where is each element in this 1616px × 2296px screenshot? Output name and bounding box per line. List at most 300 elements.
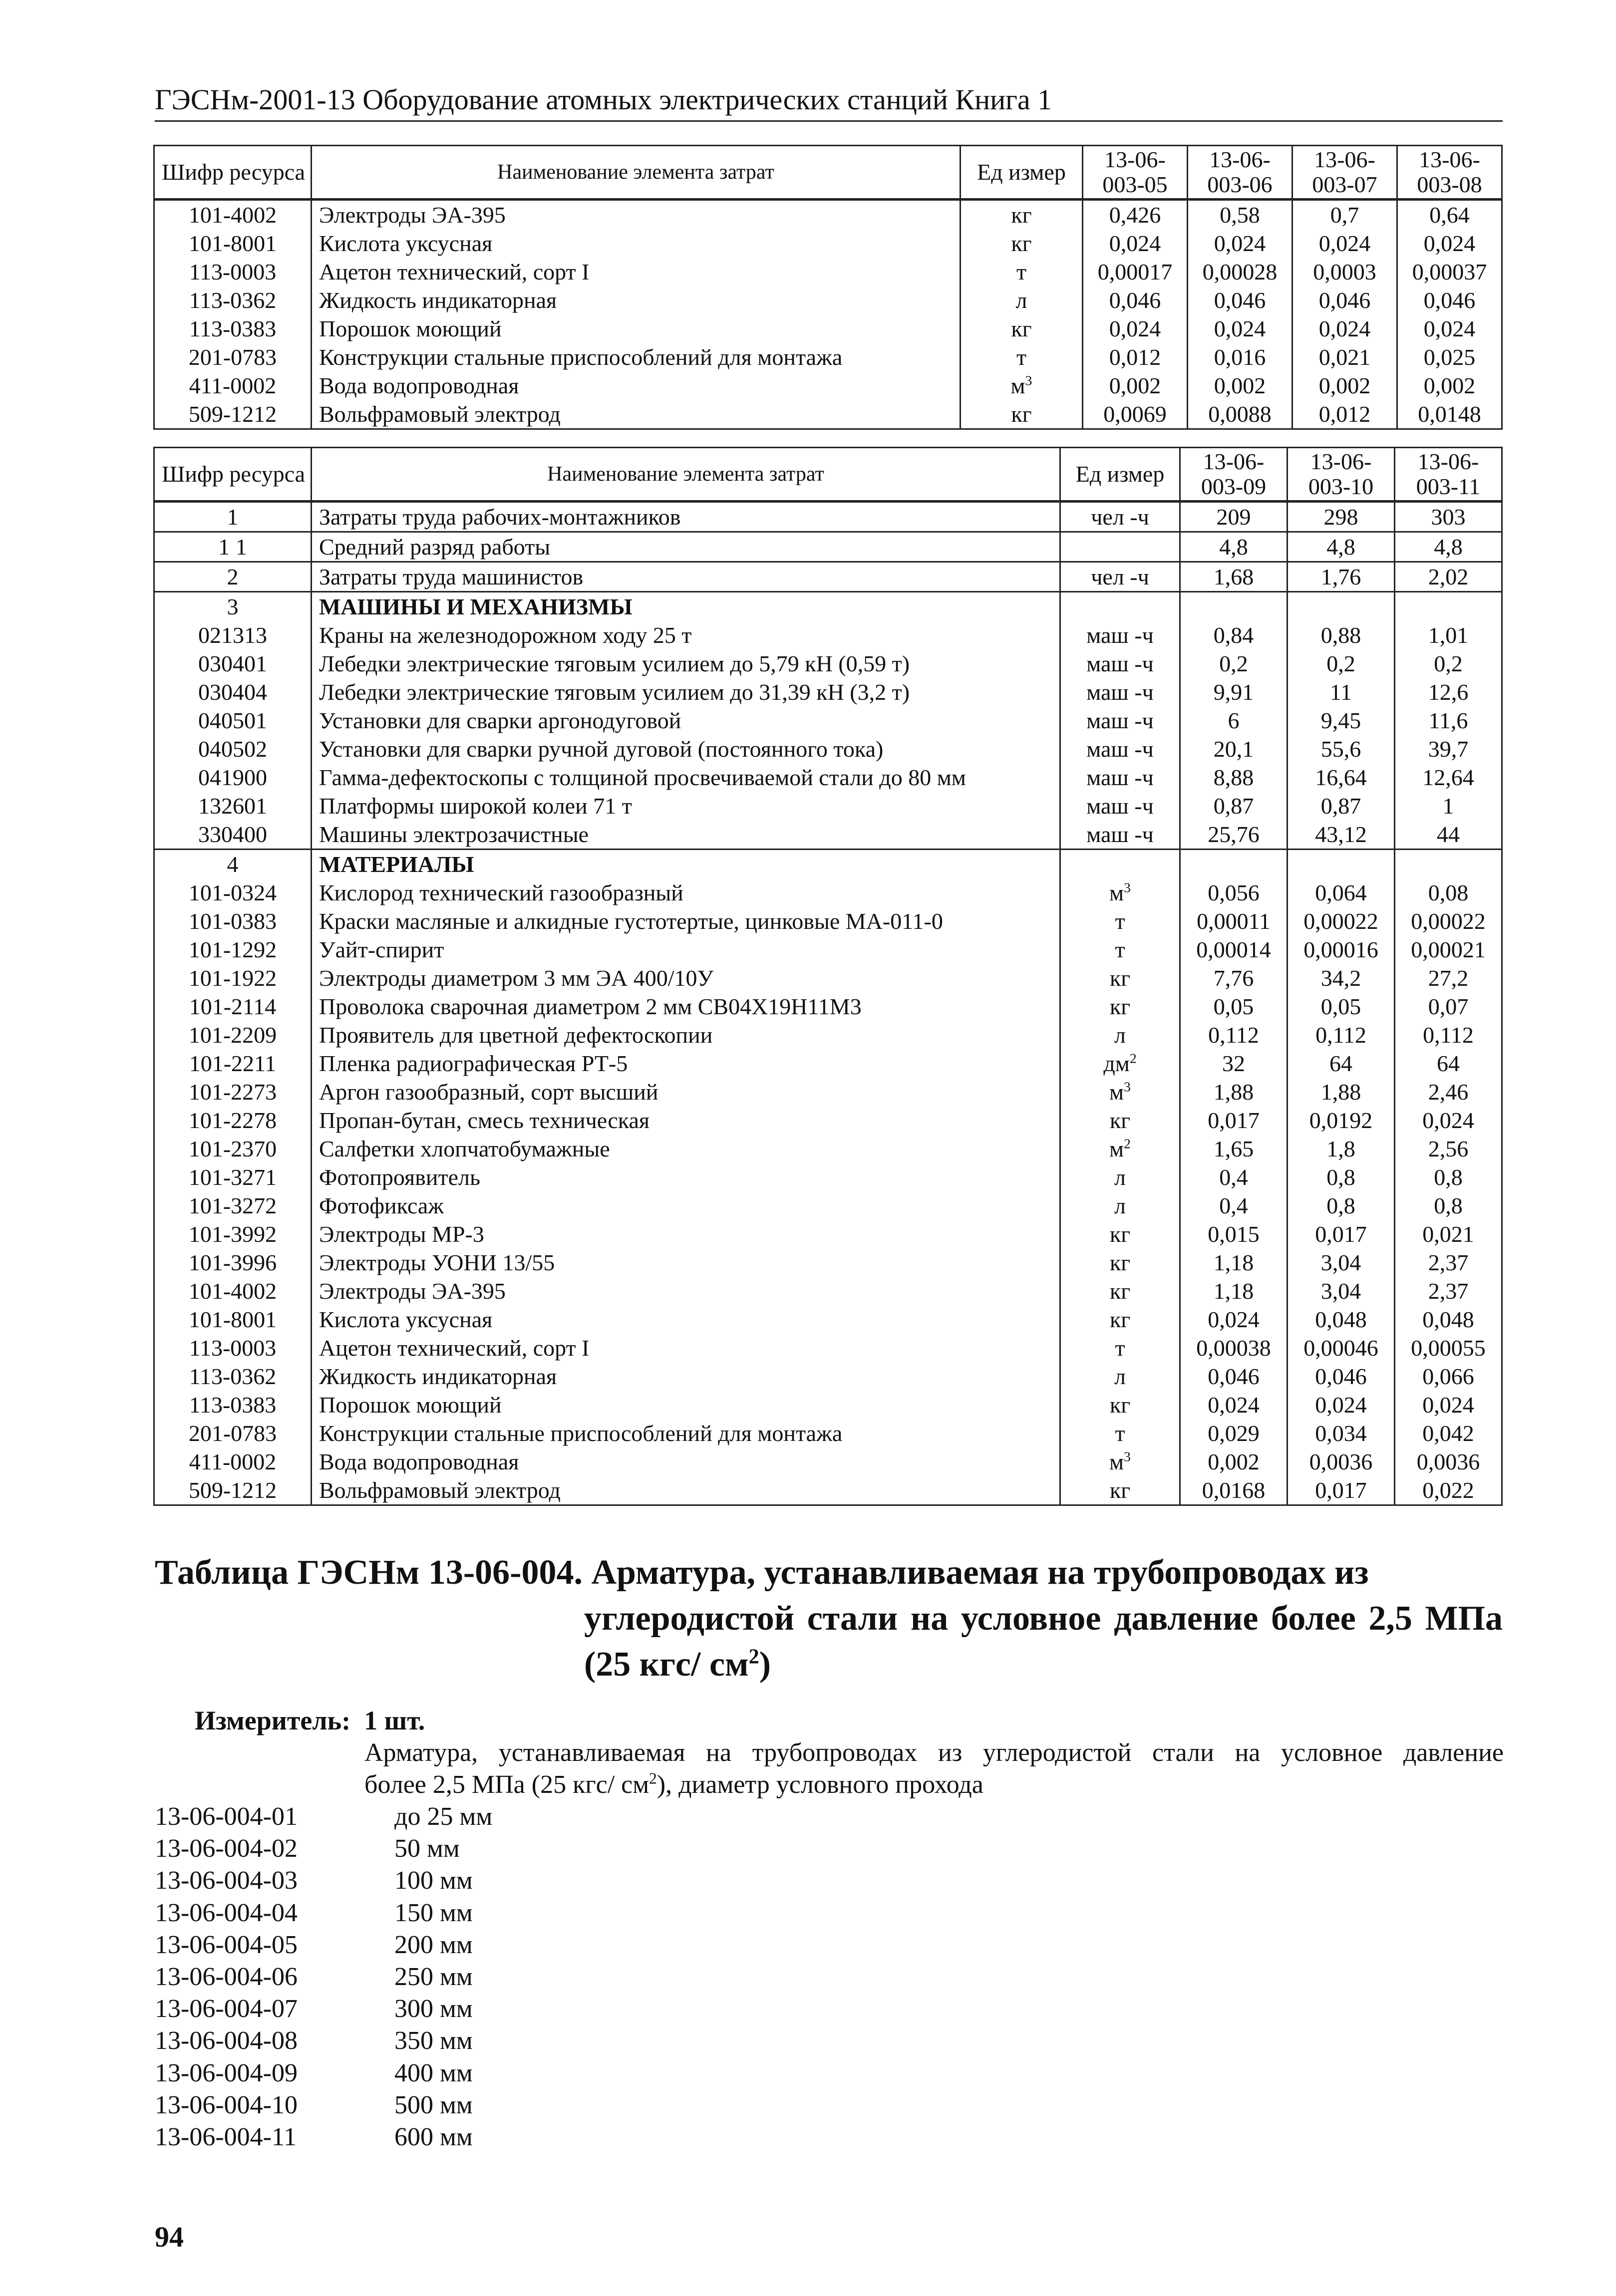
- cell-unit: чел -ч: [1060, 502, 1180, 532]
- cell-name: Машины электрозачистные: [312, 820, 1060, 850]
- cell-value: 12,64: [1395, 763, 1502, 792]
- table-row: [154, 1305, 1502, 1334]
- table-row: [154, 1334, 1502, 1362]
- cell-value: 0,024: [1395, 1391, 1502, 1419]
- cell-value: 0,0148: [1397, 400, 1502, 429]
- cell-unit: $м^2$: [1060, 1135, 1180, 1163]
- cell-value: 0,0168: [1180, 1476, 1288, 1505]
- table-row: [154, 649, 1502, 678]
- cell-name: Лебедки электрические тяговым усилием до 31,39 кН (3,2 т): [312, 678, 1060, 706]
- cell-code: 101-2114: [154, 992, 312, 1021]
- cell-value: 2,02: [1395, 562, 1502, 592]
- table-row: [154, 371, 1502, 400]
- cell-value: 0,00046: [1288, 1334, 1395, 1362]
- cell-code: 101-2370: [154, 1135, 312, 1163]
- item-code: 13-06-004-10: [155, 2090, 298, 2119]
- table-title-line: углеродистой стали на условное давление более 2,5 МПа: [584, 1599, 1503, 1638]
- cell-value: 0,024: [1397, 229, 1502, 258]
- cell-value: 298: [1288, 502, 1395, 532]
- cell-unit: л: [961, 286, 1083, 314]
- cell-code: 040501: [154, 706, 312, 735]
- cell-code: 101-3272: [154, 1191, 312, 1220]
- cell-unit: кг: [1060, 1220, 1180, 1248]
- cell-unit: кг: [1060, 964, 1180, 992]
- table-row: [154, 935, 1502, 964]
- cell-code: 030401: [154, 649, 312, 678]
- cell-name: Электроды УОНИ 13/55: [312, 1248, 1060, 1277]
- cell-code: 101-0383: [154, 907, 312, 935]
- cell-value: 0,024: [1397, 314, 1502, 343]
- cell-code: 101-3992: [154, 1220, 312, 1248]
- cell-value: 7,76: [1180, 964, 1288, 992]
- cell-name: Установки для сварки аргонодуговой: [312, 706, 1060, 735]
- cell-value: 0,00037: [1397, 258, 1502, 286]
- cell-value: 16,64: [1288, 763, 1395, 792]
- cell-name: Уайт-спирит: [312, 935, 1060, 964]
- cell-value: 3,04: [1288, 1277, 1395, 1305]
- item-size: 300 мм: [394, 1995, 473, 2023]
- cell-unit: [1060, 532, 1180, 562]
- table-row: [154, 907, 1502, 935]
- cell-unit: $дм^2$: [1060, 1049, 1180, 1078]
- cell-value: 0,87: [1180, 792, 1288, 820]
- cell-value: [1395, 592, 1502, 621]
- cell-value: 0,58: [1188, 200, 1293, 230]
- cell-value: 1,88: [1180, 1078, 1288, 1106]
- cell-unit: л: [1060, 1191, 1180, 1220]
- cell-value: 27,2: [1395, 964, 1502, 992]
- cell-name: Ацетон технический, сорт I: [312, 258, 961, 286]
- item-code: 13-06-004-01: [155, 1802, 298, 1831]
- cell-unit: $м^3$: [1060, 1078, 1180, 1106]
- cell-value: 0,056: [1180, 878, 1288, 907]
- cell-value: 4,8: [1288, 532, 1395, 562]
- cell-value: 1,88: [1288, 1078, 1395, 1106]
- cell-value: 3,04: [1288, 1248, 1395, 1277]
- cell-name: Электроды диаметром 3 мм ЭА 400/10У: [312, 964, 1060, 992]
- cell-value: 1,76: [1288, 562, 1395, 592]
- header-col: 13-06- 003-11: [1395, 448, 1502, 502]
- list-item: [155, 1865, 492, 1897]
- cell-unit: кг: [961, 229, 1083, 258]
- code-list: [155, 1801, 492, 2153]
- cell-name: Фотофиксаж: [312, 1191, 1060, 1220]
- cell-value: [1180, 592, 1288, 621]
- description-line: более 2,5 МПа (25 кгс/ $см^2$), диаметр условного прохода: [364, 1769, 983, 1799]
- cell-code: 113-0383: [154, 1391, 312, 1419]
- cell-value: 0,2: [1288, 649, 1395, 678]
- item-code: 13-06-004-08: [155, 2026, 298, 2055]
- cell-value: 0,00028: [1188, 258, 1293, 286]
- cell-value: 0,046: [1188, 286, 1293, 314]
- cell-value: 0,002: [1180, 1447, 1288, 1476]
- item-size: 500 мм: [394, 2090, 473, 2119]
- table-row: [154, 1106, 1502, 1135]
- cell-name: Пропан-бутан, смесь техническая: [312, 1106, 1060, 1135]
- cell-value: 0,88: [1288, 621, 1395, 649]
- cell-value: 1,18: [1180, 1248, 1288, 1277]
- cell-value: 0,029: [1180, 1419, 1288, 1447]
- table-row: [154, 314, 1502, 343]
- cell-value: 1,65: [1180, 1135, 1288, 1163]
- cell-name: Конструкции стальные приспособлений для монтажа: [312, 343, 961, 371]
- cell-unit: чел -ч: [1060, 562, 1180, 592]
- cell-value: 9,45: [1288, 706, 1395, 735]
- cell-unit: маш -ч: [1060, 792, 1180, 820]
- table-row: [154, 1362, 1502, 1391]
- cell-name: Жидкость индикаторная: [312, 1362, 1060, 1391]
- cell-value: [1288, 592, 1395, 621]
- cell-value: 0,025: [1397, 343, 1502, 371]
- list-item: [155, 2025, 492, 2057]
- item-code: 13-06-004-04: [155, 1898, 298, 1927]
- cell-value: 4,8: [1395, 532, 1502, 562]
- header-col: 13-06- 003-06: [1188, 146, 1293, 200]
- cell-value: 0,016: [1188, 343, 1293, 371]
- cell-value: 0,112: [1395, 1021, 1502, 1049]
- cell-value: 0,00021: [1395, 935, 1502, 964]
- cell-unit: т: [1060, 935, 1180, 964]
- cell-value: 0,0003: [1293, 258, 1397, 286]
- description-line: Арматура, устанавливаемая на трубопроводах из углеродистой стали на условное давление: [364, 1738, 1504, 1767]
- description: [364, 1737, 1504, 1801]
- table-row: [154, 763, 1502, 792]
- table-row: [154, 229, 1502, 258]
- cell-code: 411-0002: [154, 371, 312, 400]
- cell-value: 0,042: [1395, 1419, 1502, 1447]
- cell-name: Вода водопроводная: [312, 1447, 1060, 1476]
- cell-code: 1 1: [154, 532, 312, 562]
- cell-name: Кислота уксусная: [312, 229, 961, 258]
- table-row: [154, 964, 1502, 992]
- table-row: [154, 621, 1502, 649]
- meter-line: [195, 1705, 425, 1736]
- table-row: [154, 1476, 1502, 1505]
- cell-code: 201-0783: [154, 1419, 312, 1447]
- cell-value: 0,0036: [1395, 1447, 1502, 1476]
- cell-value: 0,048: [1395, 1305, 1502, 1334]
- table-row: [154, 400, 1502, 429]
- header-name: Наименование элемента затрат: [312, 146, 961, 200]
- table-row: [154, 1447, 1502, 1476]
- header-code: Шифр ресурса: [154, 146, 312, 200]
- resource-table-2: [153, 447, 1503, 1506]
- item-size: 150 мм: [394, 1898, 473, 1927]
- cell-code: 101-2209: [154, 1021, 312, 1049]
- cell-value: 0,024: [1180, 1391, 1288, 1419]
- cell-value: 0,0192: [1288, 1106, 1395, 1135]
- cell-code: 101-1922: [154, 964, 312, 992]
- cell-value: 2,37: [1395, 1277, 1502, 1305]
- cell-unit: кг: [1060, 1391, 1180, 1419]
- table-row: [154, 1135, 1502, 1163]
- table-row: [154, 1391, 1502, 1419]
- cell-value: 0,012: [1083, 343, 1188, 371]
- cell-value: 0,00011: [1180, 907, 1288, 935]
- cell-code: 1: [154, 502, 312, 532]
- header-name: Наименование элемента затрат: [312, 448, 1060, 502]
- cell-unit: т: [961, 343, 1083, 371]
- cell-value: 4,8: [1180, 532, 1288, 562]
- cell-name: Установки для сварки ручной дуговой (постоянного тока): [312, 735, 1060, 763]
- cell-value: 0,08: [1395, 878, 1502, 907]
- cell-name: Вольфрамовый электрод: [312, 1476, 1060, 1505]
- cell-value: 0,002: [1188, 371, 1293, 400]
- cell-unit: л: [1060, 1362, 1180, 1391]
- cell-unit: кг: [1060, 1106, 1180, 1135]
- cell-unit: т: [1060, 907, 1180, 935]
- table-row: [154, 562, 1502, 592]
- cell-unit: маш -ч: [1060, 621, 1180, 649]
- header-code: Шифр ресурса: [154, 448, 312, 502]
- cell-value: 0,00014: [1180, 935, 1288, 964]
- cell-name: Краски масляные и алкидные густотертые, цинковые МА-011-0: [312, 907, 1060, 935]
- item-size: 600 мм: [394, 2123, 473, 2152]
- table-row: [154, 1049, 1502, 1078]
- cell-value: 0,046: [1397, 286, 1502, 314]
- cell-value: 0,112: [1180, 1021, 1288, 1049]
- header-col: 13-06- 003-09: [1180, 448, 1288, 502]
- list-item: [155, 1801, 492, 1833]
- cell-code: 3: [154, 592, 312, 621]
- cell-name: Лебедки электрические тяговым усилием до 5,79 кН (0,59 т): [312, 649, 1060, 678]
- cell-value: 11,6: [1395, 706, 1502, 735]
- cell-value: 0,00055: [1395, 1334, 1502, 1362]
- list-item: [155, 1961, 492, 1993]
- cell-unit: кг: [1060, 1476, 1180, 1505]
- cell-value: 0,048: [1288, 1305, 1395, 1334]
- item-size: 250 мм: [394, 1963, 473, 1992]
- cell-value: [1395, 850, 1502, 879]
- section-title: МАТЕРИАЛЫ: [312, 850, 1060, 879]
- cell-value: 55,6: [1288, 735, 1395, 763]
- cell-code: 101-3996: [154, 1248, 312, 1277]
- cell-value: 11: [1288, 678, 1395, 706]
- cell-unit: кг: [961, 314, 1083, 343]
- cell-value: 0,015: [1180, 1220, 1288, 1248]
- cell-value: 0,002: [1397, 371, 1502, 400]
- table-row: [154, 286, 1502, 314]
- cell-value: 1,8: [1288, 1135, 1395, 1163]
- cell-value: [1180, 850, 1288, 879]
- cell-unit: л: [1060, 1163, 1180, 1191]
- cell-value: 0,064: [1288, 878, 1395, 907]
- item-size: 200 мм: [394, 1930, 473, 1959]
- cell-code: 101-4002: [154, 200, 312, 230]
- cell-name: Электроды ЭА-395: [312, 200, 961, 230]
- cell-value: 0,002: [1083, 371, 1188, 400]
- cell-code: 4: [154, 850, 312, 879]
- cell-name: Жидкость индикаторная: [312, 286, 961, 314]
- cell-value: 0,046: [1180, 1362, 1288, 1391]
- header-col: 13-06- 003-10: [1288, 448, 1395, 502]
- cell-value: [1288, 850, 1395, 879]
- cell-code: 113-0362: [154, 1362, 312, 1391]
- cell-value: 0,2: [1180, 649, 1288, 678]
- cell-value: 0,012: [1293, 400, 1397, 429]
- section-title: МАШИНЫ И МЕХАНИЗМЫ: [312, 592, 1060, 621]
- cell-value: 0,017: [1288, 1476, 1395, 1505]
- cell-value: 0,024: [1288, 1391, 1395, 1419]
- table-row: [154, 820, 1502, 850]
- page-number: 94: [155, 2221, 184, 2253]
- cell-value: 0,8: [1395, 1191, 1502, 1220]
- cell-name: Затраты труда рабочих-монтажников: [312, 502, 1060, 532]
- cell-name: Пленка радиографическая РТ-5: [312, 1049, 1060, 1078]
- header-unit: Ед измер: [961, 146, 1083, 200]
- list-item: [155, 2089, 492, 2121]
- cell-code: 101-8001: [154, 229, 312, 258]
- list-item: [155, 1929, 492, 1961]
- item-size: 50 мм: [394, 1834, 460, 1863]
- cell-value: 6: [1180, 706, 1288, 735]
- table-row: [154, 1248, 1502, 1277]
- cell-value: 0,84: [1180, 621, 1288, 649]
- table-row: [154, 1277, 1502, 1305]
- table-header-row: [154, 146, 1502, 200]
- meter-value: 1 шт.: [364, 1706, 425, 1735]
- table-row: [154, 850, 1502, 879]
- cell-value: 0,046: [1083, 286, 1188, 314]
- cell-unit: т: [961, 258, 1083, 286]
- cell-value: 20,1: [1180, 735, 1288, 763]
- cell-code: 101-3271: [154, 1163, 312, 1191]
- page-header: ГЭСНм-2001-13 Оборудование атомных электрических станций Книга 1: [155, 82, 1503, 122]
- item-code: 13-06-004-09: [155, 2058, 298, 2087]
- cell-value: 9,91: [1180, 678, 1288, 706]
- table-row: [154, 1078, 1502, 1106]
- cell-code: 113-0362: [154, 286, 312, 314]
- cell-value: 0,024: [1293, 229, 1397, 258]
- cell-value: 0,00016: [1288, 935, 1395, 964]
- table-row: [154, 878, 1502, 907]
- cell-code: 101-2273: [154, 1078, 312, 1106]
- table-row: [154, 532, 1502, 562]
- cell-value: 0,024: [1188, 229, 1293, 258]
- cell-value: 44: [1395, 820, 1502, 850]
- list-item: [155, 2121, 492, 2153]
- table-body: [154, 200, 1502, 429]
- table-title-line: Таблица ГЭСНм 13-06-004. Арматура, устанавливаемая на трубопроводах из: [155, 1553, 1369, 1592]
- cell-name: Вода водопроводная: [312, 371, 961, 400]
- cell-unit: $м^3$: [1060, 1447, 1180, 1476]
- cell-name: Порошок моющий: [312, 1391, 1060, 1419]
- header-col: 13-06- 003-05: [1083, 146, 1188, 200]
- item-code: 13-06-004-03: [155, 1866, 298, 1895]
- cell-name: Кислота уксусная: [312, 1305, 1060, 1334]
- cell-unit: маш -ч: [1060, 678, 1180, 706]
- cell-unit: кг: [1060, 1305, 1180, 1334]
- cell-value: 0,112: [1288, 1021, 1395, 1049]
- cell-code: 2: [154, 562, 312, 592]
- cell-value: 0,00022: [1395, 907, 1502, 935]
- table-row: [154, 1220, 1502, 1248]
- cell-code: 132601: [154, 792, 312, 820]
- cell-value: 0,0069: [1083, 400, 1188, 429]
- cell-unit: маш -ч: [1060, 735, 1180, 763]
- cell-value: 25,76: [1180, 820, 1288, 850]
- cell-code: 509-1212: [154, 1476, 312, 1505]
- cell-unit: кг: [1060, 1248, 1180, 1277]
- cell-value: 1,68: [1180, 562, 1288, 592]
- cell-value: 0,022: [1395, 1476, 1502, 1505]
- cell-unit: кг: [1060, 1277, 1180, 1305]
- cell-value: 0,05: [1180, 992, 1288, 1021]
- header-col: 13-06- 003-08: [1397, 146, 1502, 200]
- cell-value: 0,05: [1288, 992, 1395, 1021]
- cell-value: 0,0036: [1288, 1447, 1395, 1476]
- list-item: [155, 1833, 492, 1865]
- cell-value: 0,024: [1083, 314, 1188, 343]
- resource-table-1: [153, 145, 1503, 430]
- table-row: [154, 992, 1502, 1021]
- cell-value: 0,021: [1293, 343, 1397, 371]
- cell-code: 101-4002: [154, 1277, 312, 1305]
- cell-value: 0,046: [1293, 286, 1397, 314]
- item-size: 100 мм: [394, 1866, 473, 1895]
- cell-value: 0,017: [1288, 1220, 1395, 1248]
- cell-value: 0,017: [1180, 1106, 1288, 1135]
- cell-value: 0,87: [1288, 792, 1395, 820]
- list-item: [155, 2057, 492, 2089]
- cell-name: Проволока сварочная диаметром 2 мм СВ04Х19Н11М3: [312, 992, 1060, 1021]
- cell-name: Кислород технический газообразный: [312, 878, 1060, 907]
- table-title: [155, 1550, 1503, 1688]
- cell-code: 201-0783: [154, 343, 312, 371]
- cell-name: Электроды ЭА-395: [312, 1277, 1060, 1305]
- cell-value: 2,56: [1395, 1135, 1502, 1163]
- cell-value: 1,01: [1395, 621, 1502, 649]
- cell-name: Фотопроявитель: [312, 1163, 1060, 1191]
- cell-value: 0,64: [1397, 200, 1502, 230]
- table-header-row: [154, 448, 1502, 502]
- cell-value: 1,18: [1180, 1277, 1288, 1305]
- cell-name: Ацетон технический, сорт I: [312, 1334, 1060, 1362]
- cell-value: 2,46: [1395, 1078, 1502, 1106]
- cell-code: 101-2211: [154, 1049, 312, 1078]
- table-row: [154, 1163, 1502, 1191]
- cell-value: 0,046: [1288, 1362, 1395, 1391]
- item-code: 13-06-004-02: [155, 1834, 298, 1863]
- cell-value: 0,0088: [1188, 400, 1293, 429]
- cell-code: 040502: [154, 735, 312, 763]
- cell-value: 0,00017: [1083, 258, 1188, 286]
- table-body: [154, 502, 1502, 1505]
- meter-label: Измеритель:: [195, 1706, 351, 1735]
- cell-name: Гамма-дефектоскопы с толщиной просвечиваемой стали до 80 мм: [312, 763, 1060, 792]
- cell-value: 1: [1395, 792, 1502, 820]
- cell-value: 0,07: [1395, 992, 1502, 1021]
- cell-unit: т: [1060, 1419, 1180, 1447]
- cell-value: 303: [1395, 502, 1502, 532]
- cell-code: 101-1292: [154, 935, 312, 964]
- cell-value: 64: [1288, 1049, 1395, 1078]
- item-size: до 25 мм: [394, 1802, 493, 1831]
- cell-value: 0,426: [1083, 200, 1188, 230]
- cell-unit: $м^3$: [1060, 878, 1180, 907]
- table-row: [154, 1021, 1502, 1049]
- cell-code: 411-0002: [154, 1447, 312, 1476]
- item-code: 13-06-004-06: [155, 1963, 298, 1992]
- cell-code: 101-8001: [154, 1305, 312, 1334]
- cell-value: 43,12: [1288, 820, 1395, 850]
- cell-name: Салфетки хлопчатобумажные: [312, 1135, 1060, 1163]
- cell-value: 0,00022: [1288, 907, 1395, 935]
- cell-value: 0,024: [1293, 314, 1397, 343]
- cell-value: 0,024: [1188, 314, 1293, 343]
- cell-name: Порошок моющий: [312, 314, 961, 343]
- cell-name: Краны на железнодорожном ходу 25 т: [312, 621, 1060, 649]
